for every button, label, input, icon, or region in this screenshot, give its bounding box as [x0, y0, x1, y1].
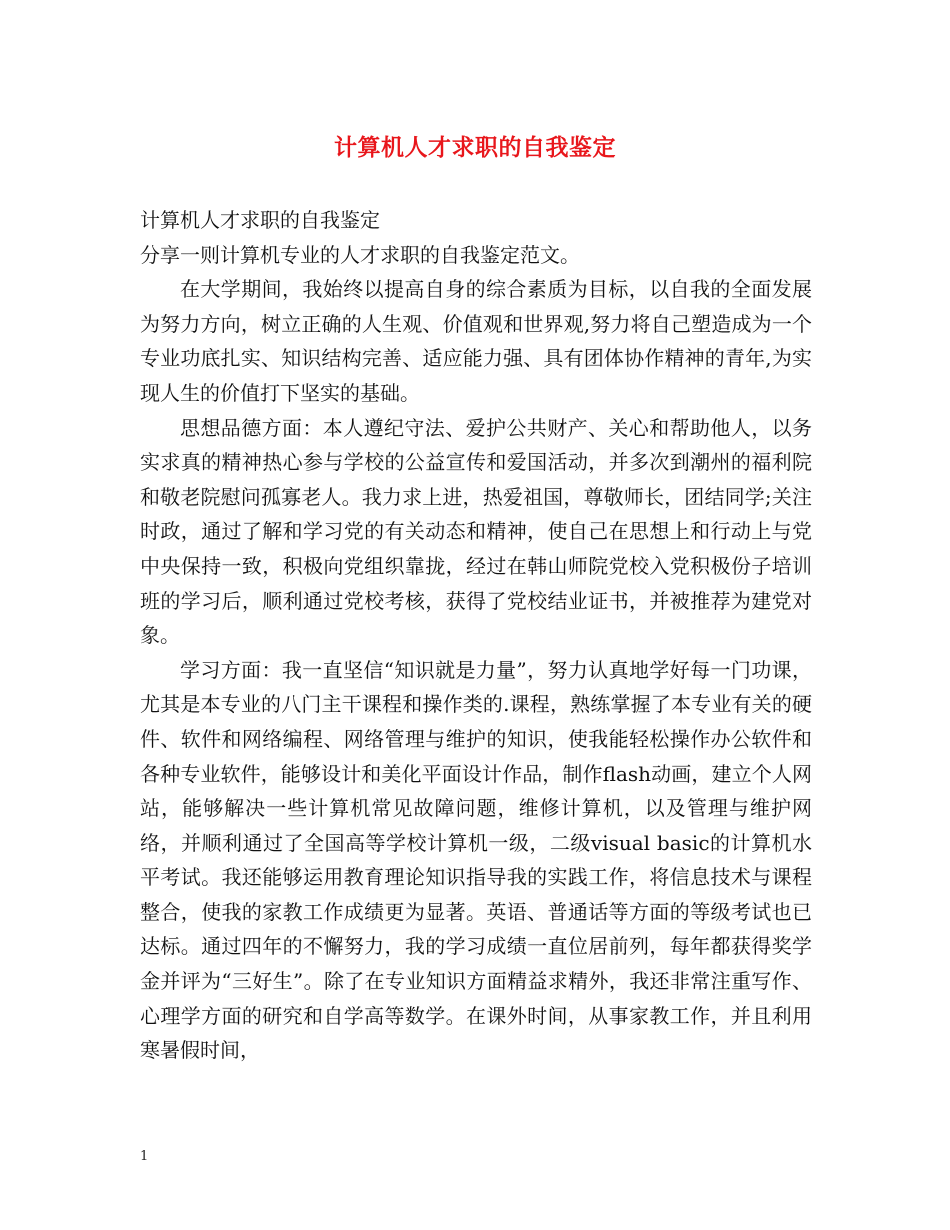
body-paragraph: 学习方面：我一直坚信“知识就是力量”，努力认真地学好每一门功课，尤其是本专业的八门主干课程和操作类的.课程，熟练掌握了本专业有关的硬件、软件和网络编程、网络管理与维护的知识，使我能轻松操作办公软件和各种专业软件，能够设计和美化平面设计作品，制作flash动画，建立个人网站，能够解决一些计算机常见故障问题，维修计算机，以及管理与维护网络，并顺利通过了全国高等学校计算机一级，二级visual basic的计算机水平考试。我还能够运用教育理论知识指导我的实践工作，将信息技术与课程整合，使我的家教工作成绩更为显著。英语、普通话等方面的等级考试也已达标。通过四年的不懈努力，我的学习成绩一直位居前列，每年都获得奖学金并评为“三好生”。除了在专业知识方面精益求精外，我还非常注重写作、心理学方面的研究和自学高等数学。在课外时间，从事家教工作，并且利用寒暑假时间，: [140, 657, 812, 1063]
body-paragraph: 思想品德方面：本人遵纪守法、爱护公共财产、关心和帮助他人，以务实求真的精神热心参与学校的公益宣传和爱国活动，并多次到潮州的福利院和敬老院慰问孤寡老人。我力求上进，热爱祖国，尊敬师长，团结同学;关注时政，通过了解和学习党的有关动态和精神，使自己在思想上和行动上与党中央保持一致，积极向党组织靠拢，经过在韩山师院党校入党积极份子培训班的学习后，顺利通过党校考核，获得了党校结业证书，并被推荐为建党对象。: [140, 415, 812, 648]
document-title: 计算机人才求职的自我鉴定: [334, 134, 616, 161]
body-paragraph: 计算机人才求职的自我鉴定: [140, 208, 380, 232]
body-paragraph: 在大学期间，我始终以提高自身的综合素质为目标，以自我的全面发展为努力方向，树立正确的人生观、价值观和世界观,努力将自己塑造成为一个专业功底扎实、知识结构完善、适应能力强、具有团体协作精神的青年,为实现人生的价值打下坚实的基础。: [140, 277, 812, 405]
document-body: [140, 203, 812, 1068]
body-paragraph: 分享一则计算机专业的人才求职的自我鉴定范文。: [140, 242, 580, 267]
page-number: 1: [140, 1149, 149, 1164]
